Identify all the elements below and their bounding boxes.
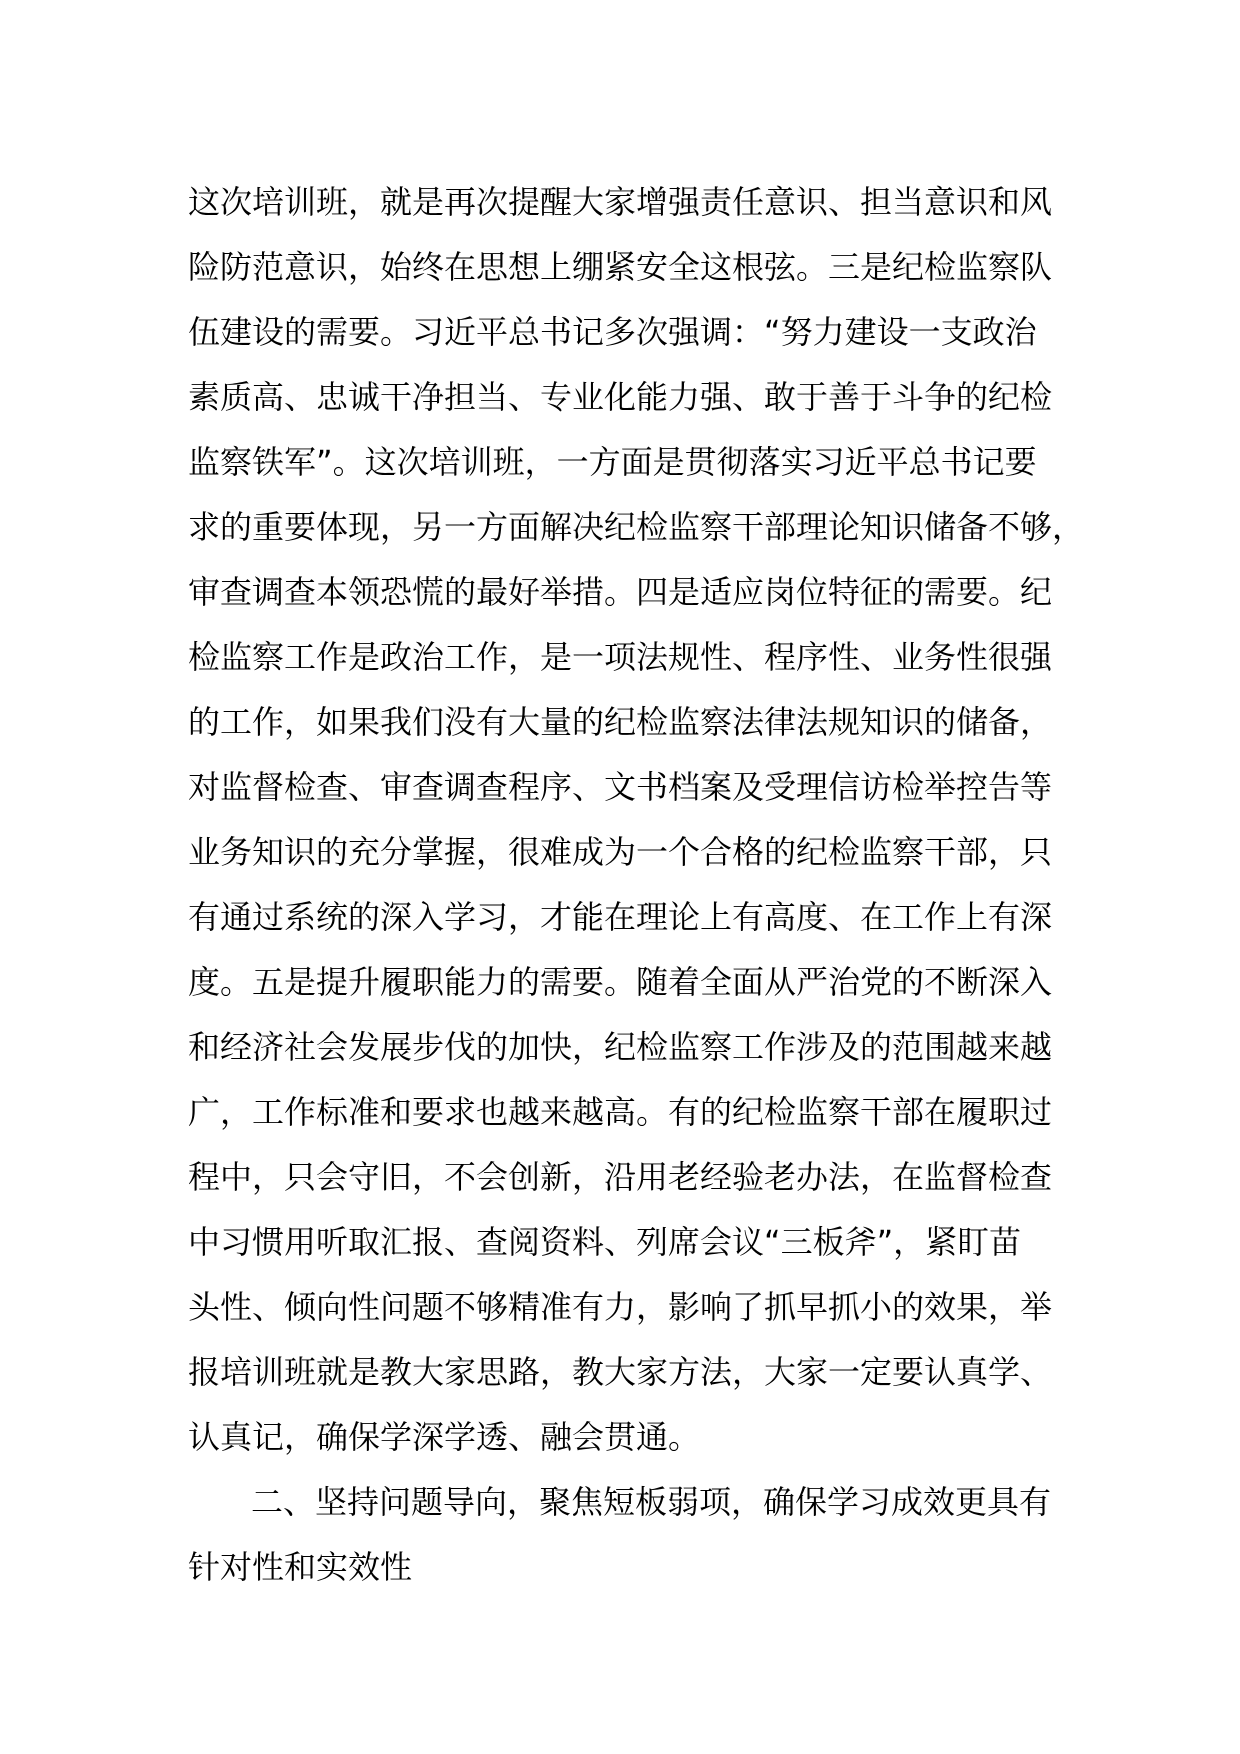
text-line: 广，工作标准和要求也越来越高。有的纪检监察干部在履职过 <box>188 1093 1053 1131</box>
text-line: 检监察工作是政治工作，是一项法规性、程序性、业务性很强 <box>188 638 1053 676</box>
text-line: 对监督检查、审查调查程序、文书档案及受理信访检举控告等 <box>188 768 1053 806</box>
text-line: 报培训班就是教大家思路，教大家方法，大家一定要认真学、 <box>188 1353 1053 1391</box>
text-line: 认真记，确保学深学透、融会贯通。 <box>188 1418 701 1456</box>
paragraph <box>188 170 1088 1470</box>
text-line: 监察铁军”。这次培训班，一方面是贯彻落实习近平总书记要 <box>188 443 1037 481</box>
text-line: 有通过系统的深入学习，才能在理论上有高度、在工作上有深 <box>188 898 1053 936</box>
text-line: 这次培训班，就是再次提醒大家增强责任意识、担当意识和风 <box>188 183 1053 221</box>
text-line: 素质高、忠诚干净担当、专业化能力强、敢于善于斗争的纪检 <box>188 378 1053 416</box>
text-line: 中习惯用听取汇报、查阅资料、列席会议“三板斧”，紧盯苗 <box>188 1223 1022 1261</box>
heading-line: 二、坚持问题导向，聚焦短板弱项，确保学习成效更具有 <box>251 1483 1052 1521</box>
body-text <box>188 170 1088 1600</box>
text-line: 审查调查本领恐慌的最好举措。四是适应岗位特征的需要。纪 <box>188 573 1053 611</box>
text-line: 险防范意识，始终在思想上绷紧安全这根弦。三是纪检监察队 <box>188 248 1053 286</box>
section-heading <box>188 1470 1088 1600</box>
text-line: 度。五是提升履职能力的需要。随着全面从严治党的不断深入 <box>188 963 1053 1001</box>
text-line: 伍建设的需要。习近平总书记多次强调：“努力建设一支政治 <box>188 313 1037 351</box>
text-line: 业务知识的充分掌握，很难成为一个合格的纪检监察干部，只 <box>188 833 1053 871</box>
text-line: 的工作，如果我们没有大量的纪检监察法律法规知识的储备， <box>188 703 1053 741</box>
text-line: 求的重要体现，另一方面解决纪检监察干部理论知识储备不够， <box>188 508 1085 546</box>
text-line: 和经济社会发展步伐的加快，纪检监察工作涉及的范围越来越 <box>188 1028 1053 1066</box>
text-line: 头性、倾向性问题不够精准有力，影响了抓早抓小的效果，举 <box>188 1288 1053 1326</box>
heading-line: 针对性和实效性 <box>188 1548 413 1586</box>
text-line: 程中，只会守旧，不会创新，沿用老经验老办法，在监督检查 <box>188 1158 1053 1196</box>
